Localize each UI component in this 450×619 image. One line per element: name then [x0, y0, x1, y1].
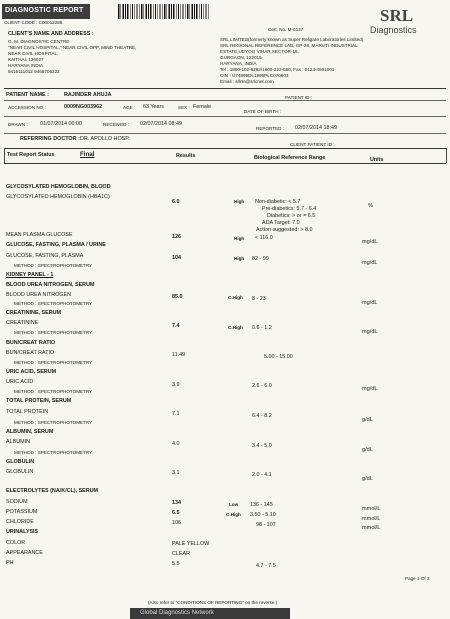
section-heading: CREATININE, SERUM [6, 310, 62, 316]
test-value: 11.49 [172, 352, 186, 358]
client-address-line: "NEAR CIVIL HOSPITAL," NEAR CIVIL OPP. MIND THEATRE, [8, 45, 137, 50]
divider [4, 88, 446, 89]
test-value: PALE YELLOW [172, 541, 210, 547]
age-label: AGE : [123, 105, 136, 110]
test-name: CREATININE [6, 320, 39, 326]
units-header: Units [370, 157, 384, 163]
accession-label: ACCESSION NO : [8, 105, 46, 110]
lab-address-line: Email : srlrm@srlcnet.com [220, 79, 274, 84]
sex-label: SEX : [178, 105, 190, 110]
lab-address-line: SRL LIMITED(formerly known as Super Religare Laboratories Limited) [220, 37, 364, 42]
test-flag: C.High [228, 325, 243, 330]
method-label: METHOD : SPECTROPHOTOMETRY [14, 420, 93, 425]
test-name: ALBUMIN [6, 439, 30, 445]
test-flag: Low [229, 502, 239, 507]
divider [4, 133, 446, 134]
test-unit: mg/dL [362, 260, 378, 266]
section-heading: GLUCOSE, FASTING, PLASMA / URINE [6, 242, 106, 248]
section-heading: ELECTROLYTES (NA/K/CL), SERUM [6, 488, 99, 494]
lab-logo-subtitle: Diagnostics [370, 25, 417, 35]
table-header-bottom [4, 163, 446, 164]
section-heading: ALBUMIN, SERUM [6, 429, 54, 435]
test-value: 3.1 [172, 470, 180, 476]
test-name: PH [6, 560, 14, 566]
test-range: 3.4 - 5.0 [252, 443, 272, 449]
test-name: TOTAL PROTEIN [6, 409, 49, 415]
patient-name-label: PATIENT NAME : [6, 92, 49, 98]
divider [4, 116, 446, 117]
drawn-label: DRAWN : [8, 122, 28, 127]
footer-band [130, 608, 290, 619]
table-header-top [4, 148, 446, 149]
test-value: 134 [172, 500, 181, 506]
test-flag: High [234, 199, 245, 204]
client-label: CLIENT'S NAME AND ADDRESS : [8, 31, 94, 37]
received-value: 02/07/2014 08:49 [140, 121, 182, 127]
test-name: GLUCOSE, FASTING, PLASMA [6, 253, 84, 259]
section-heading: GLOBULIN [6, 459, 35, 465]
method-label: METHOD : SPECTROPHOTOMETRY [14, 389, 93, 394]
test-unit: mg/dL [362, 239, 378, 245]
footer-note: (Also refer to "CONDITIONS OF REPORTING" on the reverse ) [148, 600, 278, 605]
test-range: 3.50 - 5.10 [250, 512, 276, 518]
test-value: 6.0 [172, 199, 180, 205]
test-value: 106 [172, 520, 181, 526]
test-range: < 116.0 [255, 235, 273, 241]
range-line: Action suggested: > 8.0 [256, 227, 313, 233]
reported-value: 02/07/2014 18:49 [295, 125, 337, 131]
client-address-line: HARYANA INDIA [8, 63, 44, 68]
lab-address-line: GURGAON, 122015 [220, 55, 262, 60]
test-unit: mg/dL [362, 329, 378, 335]
lab-logo: SRL [380, 6, 414, 25]
range-line: Diabetics: > or = 6.5 [267, 213, 316, 219]
report-title: DIAGNOSTIC REPORT [5, 7, 84, 14]
table-border [446, 148, 447, 163]
test-unit: g/dL [362, 417, 373, 423]
test-value: 6.5 [172, 510, 180, 516]
test-name: URIC ACID [6, 379, 34, 385]
test-value: 126 [172, 234, 181, 240]
test-flag: High [234, 236, 245, 241]
test-name: BLOOD UREA NITROGEN [6, 292, 71, 298]
section-heading: BUN/CREAT RATIO [6, 340, 56, 346]
test-unit: mg/dL [362, 386, 378, 392]
test-name: BUN/CREAT RATIO [6, 350, 55, 356]
range-line: ADA Target: 7.0 [262, 220, 300, 226]
test-unit: mmol/L [362, 506, 381, 512]
section-heading: TOTAL PROTEIN, SERUM [6, 398, 72, 404]
test-value: 7.4 [172, 323, 180, 329]
received-label: RECEIVED : [103, 122, 130, 127]
age-value: 63 Years [143, 104, 164, 110]
status-label: Test Report Status [7, 152, 55, 158]
test-name: POTASSIUM [6, 509, 38, 515]
test-flag: High [234, 256, 245, 261]
client-patient-id-label: CLIENT PATIENT ID : [290, 142, 335, 147]
test-range: 0.6 - 1.2 [252, 325, 272, 331]
patient-id-label: PATIENT ID : [285, 95, 313, 100]
method-label: METHOD : SPECTROPHOTOMETRY [14, 360, 93, 365]
accession-number: 0009NG003962 [64, 104, 103, 110]
section-heading: KIDNEY PANEL - 1 [6, 272, 54, 278]
reported-label: REPORTED : [256, 126, 284, 131]
range-header: Biological Reference Range [254, 155, 326, 161]
test-unit: mg/dL [362, 300, 378, 306]
test-flag: C.High [228, 295, 243, 300]
dob-label: DATE OF BIRTH : [244, 109, 282, 114]
sex-value: Female [193, 104, 211, 110]
test-value: 5.5 [172, 561, 180, 567]
lab-address-line: Tel : 1800-102-8282/1800-222-660, Fax : 0124-4591001 [220, 67, 335, 72]
cert-number: Cert. No. M-0137 [268, 27, 304, 32]
client-address-line: KAITHAL 136027 [8, 57, 44, 62]
section-heading: GLYCOSYLATED HEMOGLOBIN, BLOOD [6, 184, 111, 190]
client-code: CLIENT CODE : C00012285 [4, 20, 63, 25]
divider [4, 100, 446, 101]
client-address-line: 9416111012 9466706222 [8, 69, 60, 74]
lab-address-line: HARYANA, INDIA [220, 61, 257, 66]
lab-address-line: SRL REGIONAL REFERENCE LAB, GP-26, MARUTI INDUSTRIAL [220, 43, 358, 48]
status-value: Final [80, 151, 95, 158]
test-value: CLEAR [172, 551, 190, 557]
test-value: 4.0 [172, 441, 180, 447]
table-border [4, 148, 5, 163]
test-range: 4.7 - 7.5 [256, 563, 276, 569]
test-range: 136 - 145 [250, 502, 273, 508]
test-range: 5.00 - 15.00 [264, 354, 293, 360]
test-value: 85.0 [172, 294, 183, 300]
test-name: GLOBULIN [6, 469, 34, 475]
doctor-name: DR. APOLLO HOSP. [80, 136, 130, 142]
test-range: 98 - 107 [256, 522, 276, 528]
client-address-line: NEAR CIVIL HOSPITAL, [8, 51, 59, 56]
test-name: CHLORIDE [6, 519, 34, 525]
test-name: MEAN PLASMA GLUCOSE [6, 232, 73, 238]
results-header: Results [176, 153, 196, 159]
test-range: 2.0 - 4.1 [252, 472, 272, 478]
test-unit: g/dL [362, 476, 373, 482]
method-label: METHOD : SPECTROPHOTOMETRY [14, 301, 93, 306]
drawn-value: 01/07/2014 00:00 [40, 121, 82, 127]
test-unit: mmol/L [362, 525, 381, 531]
section-heading: URIC ACID, SERUM [6, 369, 57, 375]
test-unit: g/dL [362, 447, 373, 453]
test-name: SODIUM [6, 499, 28, 505]
lab-address-line: CIN - U74899DL1995PLC070603 [220, 73, 289, 78]
range-line: Pre-diabetics: 5.7 - 6.4 [262, 206, 317, 212]
method-label: METHOD : SPECTROPHOTOMETRY [14, 450, 93, 455]
test-value: 104 [172, 255, 181, 261]
test-name: GLYCOSYLATED HEMOGLOBIN (HBA1C) [6, 194, 110, 200]
doctor-label: REFERRING DOCTOR : [20, 136, 80, 142]
footer-band-text: Global Diagnostics Network [140, 610, 214, 616]
test-flag: C.High [226, 512, 241, 517]
lab-address-line: ESTATE,UDYOG VIHAR,SECTOR-18, [220, 49, 299, 54]
test-name: APPEARANCE [6, 550, 43, 556]
test-range: 8 - 23 [252, 296, 266, 302]
test-range: 2.6 - 6.0 [252, 383, 272, 389]
client-address-line: G. M. DIAGNOSTIC CENTRE [8, 39, 70, 44]
test-name: COLOR [6, 540, 26, 546]
method-label: METHOD : SPECTROPHOTOMETRY [14, 263, 93, 268]
test-value: 3.9 [172, 382, 180, 388]
barcode [118, 4, 210, 19]
section-heading: BLOOD UREA NITROGEN, SERUM [6, 282, 95, 288]
test-value: 7.1 [172, 411, 180, 417]
report-title-band [2, 4, 90, 19]
test-unit: % [368, 203, 373, 209]
section-heading: URINALYSIS [6, 529, 39, 535]
patient-name: RAJINDER AHUJA [64, 92, 112, 98]
test-unit: mmol/L [362, 516, 381, 522]
range-line: Non-diabetic: < 5.7 [255, 199, 301, 205]
test-range: 82 - 99 [252, 256, 269, 262]
page-number: Page 1 Of 3 [405, 576, 430, 581]
test-range: 6.4 - 8.2 [252, 413, 272, 419]
method-label: METHOD : SPECTROPHOTOMETRY [14, 330, 93, 335]
